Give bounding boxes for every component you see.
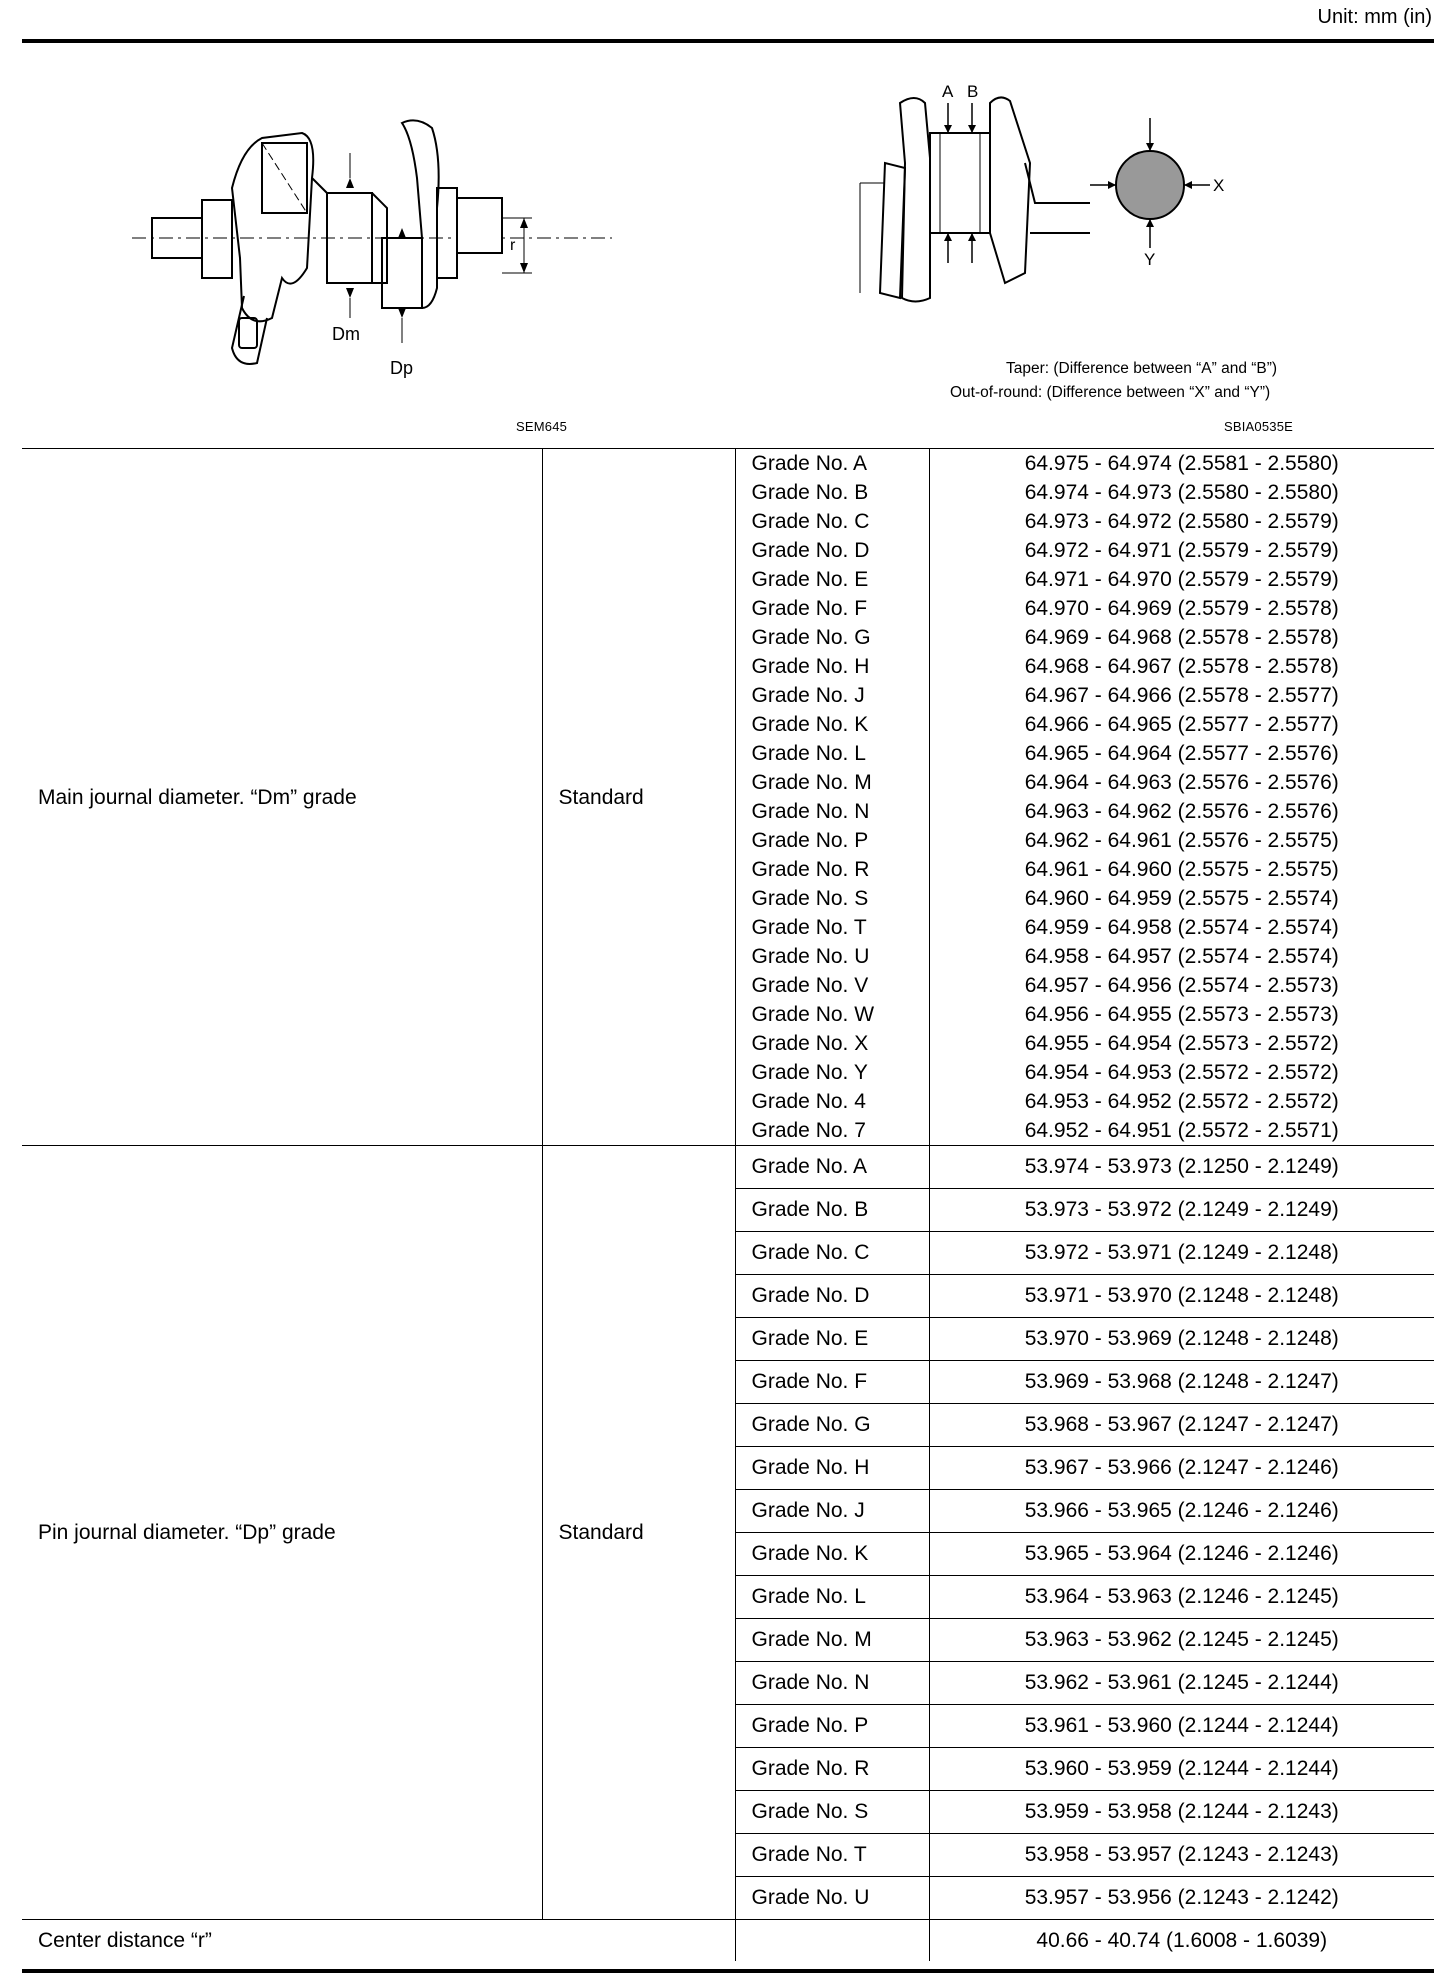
grade-value: 64.955 - 64.954 (2.5573 - 2.5572) bbox=[1024, 1032, 1339, 1055]
grade-label: Grade No. R bbox=[735, 1748, 929, 1791]
grade-value: 53.971 - 53.970 (2.1248 - 2.1248) bbox=[929, 1275, 1434, 1318]
taper-note: Taper: (Difference between “A” and “B”) bbox=[1006, 360, 1278, 377]
grade-value: 64.959 - 64.958 (2.5574 - 2.5574) bbox=[1024, 916, 1339, 939]
grade-value: 53.968 - 53.967 (2.1247 - 2.1247) bbox=[929, 1404, 1434, 1447]
grade-value: 64.965 - 64.964 (2.5577 - 2.5576) bbox=[1024, 742, 1339, 765]
grade-row bbox=[22, 1146, 1434, 1189]
grade-value: 64.958 - 64.957 (2.5574 - 2.5574) bbox=[1024, 945, 1339, 968]
condition: Standard bbox=[542, 449, 735, 1146]
grade-label: Grade No. R bbox=[735, 855, 929, 884]
grade-label: Grade No. S bbox=[735, 1791, 929, 1834]
grade-label: Grade No. N bbox=[735, 1662, 929, 1705]
grade-value: 53.972 - 53.971 (2.1249 - 2.1248) bbox=[929, 1232, 1434, 1275]
grade-value: 64.968 - 64.967 (2.5578 - 2.5578) bbox=[1024, 655, 1339, 678]
grade-label: Grade No. S bbox=[735, 884, 929, 913]
grade-value: 64.966 - 64.965 (2.5577 - 2.5577) bbox=[1024, 713, 1339, 736]
figure-code-left: SEM645 bbox=[516, 419, 568, 434]
grade-value: 64.974 - 64.973 (2.5580 - 2.5580) bbox=[1024, 481, 1339, 504]
item-name: Pin journal diameter. “Dp” grade bbox=[22, 1146, 542, 1920]
grade-label: Grade No. T bbox=[735, 1834, 929, 1877]
item-name: Main journal diameter. “Dm” grade bbox=[22, 449, 542, 1146]
grade-label: Grade No. V bbox=[735, 971, 929, 1000]
grade-value: 53.957 - 53.956 (2.1243 - 2.1242) bbox=[929, 1877, 1434, 1920]
grade-label: Grade No. P bbox=[735, 1705, 929, 1748]
grade-value: 64.971 - 64.970 (2.5579 - 2.5579) bbox=[1024, 568, 1339, 591]
grade-value: 53.959 - 53.958 (2.1244 - 2.1243) bbox=[929, 1791, 1434, 1834]
grade-value: 64.962 - 64.961 (2.5576 - 2.5575) bbox=[1024, 829, 1339, 852]
grade-label: Grade No. W bbox=[735, 1000, 929, 1029]
a-label: A bbox=[942, 82, 954, 101]
grade-label: Grade No. D bbox=[735, 536, 929, 565]
grade-value: 64.967 - 64.966 (2.5578 - 2.5577) bbox=[1024, 684, 1339, 707]
grade-value: 64.961 - 64.960 (2.5575 - 2.5575) bbox=[1024, 858, 1339, 881]
out-of-round-note: Out-of-round: (Difference between “X” and “Y”) bbox=[950, 384, 1271, 401]
grade-value: 64.973 - 64.972 (2.5580 - 2.5579) bbox=[1024, 510, 1339, 533]
grade-value: 64.975 - 64.974 (2.5581 - 2.5580) bbox=[929, 449, 1434, 479]
grade-label: Grade No. X bbox=[735, 1029, 929, 1058]
grade-value: 53.965 - 53.964 (2.1246 - 2.1246) bbox=[929, 1533, 1434, 1576]
main-journal-section bbox=[22, 449, 1434, 1146]
grade-value: 64.954 - 64.953 (2.5572 - 2.5572) bbox=[1024, 1061, 1339, 1084]
center-distance-item: Center distance “r” bbox=[22, 1920, 735, 1962]
grade-value: 53.974 - 53.973 (2.1250 - 2.1249) bbox=[929, 1146, 1434, 1189]
dp-label: Dp bbox=[390, 358, 414, 378]
pin-journal-section bbox=[22, 1146, 1434, 1920]
grade-label: Grade No. M bbox=[735, 1619, 929, 1662]
grade-label: Grade No. E bbox=[735, 565, 929, 594]
crankshaft-spec-table bbox=[22, 448, 1434, 1961]
grade-label: Grade No. H bbox=[735, 1447, 929, 1490]
grade-value: 64.952 - 64.951 (2.5572 - 2.5571) bbox=[1024, 1119, 1339, 1142]
grade-label: Grade No. 7 bbox=[735, 1116, 929, 1146]
grade-label: Grade No. B bbox=[735, 478, 929, 507]
unit-label: Unit: mm (in) bbox=[1317, 6, 1432, 28]
b-label: B bbox=[967, 82, 979, 101]
grade-label: Grade No. M bbox=[735, 768, 929, 797]
grade-value: 64.957 - 64.956 (2.5574 - 2.5573) bbox=[1024, 974, 1339, 997]
grade-label: Grade No. D bbox=[735, 1275, 929, 1318]
y-label: Y bbox=[1144, 250, 1156, 269]
grade-label: Grade No. G bbox=[735, 623, 929, 652]
grade-value: 53.970 - 53.969 (2.1248 - 2.1248) bbox=[929, 1318, 1434, 1361]
grade-label: Grade No. C bbox=[735, 1232, 929, 1275]
grade-label: Grade No. T bbox=[735, 913, 929, 942]
grade-value: 64.964 - 64.963 (2.5576 - 2.5576) bbox=[1024, 771, 1339, 794]
grade-value: 64.953 - 64.952 (2.5572 - 2.5572) bbox=[1024, 1090, 1339, 1113]
dm-label: Dm bbox=[332, 324, 360, 344]
grade-label: Grade No. J bbox=[735, 681, 929, 710]
grade-value: 64.956 - 64.955 (2.5573 - 2.5573) bbox=[1024, 1003, 1339, 1026]
grade-value: 64.969 - 64.968 (2.5578 - 2.5578) bbox=[1024, 626, 1339, 649]
condition: Standard bbox=[542, 1146, 735, 1920]
grade-value: 64.972 - 64.971 (2.5579 - 2.5579) bbox=[1024, 539, 1339, 562]
grade-value: 53.973 - 53.972 (2.1249 - 2.1249) bbox=[929, 1189, 1434, 1232]
grade-label: Grade No. B bbox=[735, 1189, 929, 1232]
x-label: X bbox=[1213, 176, 1225, 195]
grade-label: Grade No. K bbox=[735, 1533, 929, 1576]
crankshaft-diagram bbox=[132, 118, 632, 418]
journal-measurement-diagram bbox=[830, 73, 1250, 313]
grade-label: Grade No. C bbox=[735, 507, 929, 536]
grade-label: Grade No. F bbox=[735, 1361, 929, 1404]
grade-label: Grade No. A bbox=[735, 1146, 929, 1189]
grade-value: 53.960 - 53.959 (2.1244 - 2.1244) bbox=[929, 1748, 1434, 1791]
grade-label: Grade No. K bbox=[735, 710, 929, 739]
grade-value: 53.969 - 53.968 (2.1248 - 2.1247) bbox=[929, 1361, 1434, 1404]
grade-label: Grade No. N bbox=[735, 797, 929, 826]
grade-value: 53.964 - 53.963 (2.1246 - 2.1245) bbox=[929, 1576, 1434, 1619]
grade-label: Grade No. J bbox=[735, 1490, 929, 1533]
figure-code-right: SBIA0535E bbox=[1224, 419, 1294, 434]
grade-value: 64.960 - 64.959 (2.5575 - 2.5574) bbox=[1024, 887, 1339, 910]
grade-label: Grade No. F bbox=[735, 594, 929, 623]
grade-value: 64.970 - 64.969 (2.5579 - 2.5578) bbox=[1024, 597, 1339, 620]
grade-label: Grade No. L bbox=[735, 1576, 929, 1619]
grade-value: 64.963 - 64.962 (2.5576 - 2.5576) bbox=[1024, 800, 1339, 823]
grade-label: Grade No. 4 bbox=[735, 1087, 929, 1116]
grade-label: Grade No. H bbox=[735, 652, 929, 681]
grade-label: Grade No. E bbox=[735, 1318, 929, 1361]
center-distance-value: 40.66 - 40.74 (1.6008 - 1.6039) bbox=[929, 1920, 1434, 1962]
grade-value: 53.963 - 53.962 (2.1245 - 2.1245) bbox=[929, 1619, 1434, 1662]
grade-value: 53.961 - 53.960 (2.1244 - 2.1244) bbox=[929, 1705, 1434, 1748]
grade-label: Grade No. G bbox=[735, 1404, 929, 1447]
figure-area bbox=[22, 43, 1434, 448]
grade-label: Grade No. P bbox=[735, 826, 929, 855]
bottom-rule bbox=[22, 1969, 1434, 1973]
grade-row bbox=[22, 449, 1434, 479]
grade-label: Grade No. U bbox=[735, 942, 929, 971]
grade-value: 53.958 - 53.957 (2.1243 - 2.1243) bbox=[929, 1834, 1434, 1877]
r-label: r bbox=[510, 237, 516, 254]
empty-cell bbox=[735, 1920, 929, 1962]
grade-value: 53.967 - 53.966 (2.1247 - 2.1246) bbox=[929, 1447, 1434, 1490]
grade-label: Grade No. A bbox=[735, 449, 929, 479]
grade-label: Grade No. Y bbox=[735, 1058, 929, 1087]
grade-label: Grade No. U bbox=[735, 1877, 929, 1920]
grade-label: Grade No. L bbox=[735, 739, 929, 768]
grade-value: 53.966 - 53.965 (2.1246 - 2.1246) bbox=[929, 1490, 1434, 1533]
center-distance-section bbox=[22, 1920, 1434, 1962]
grade-value: 53.962 - 53.961 (2.1245 - 2.1244) bbox=[929, 1662, 1434, 1705]
center-distance-row bbox=[22, 1920, 1434, 1962]
